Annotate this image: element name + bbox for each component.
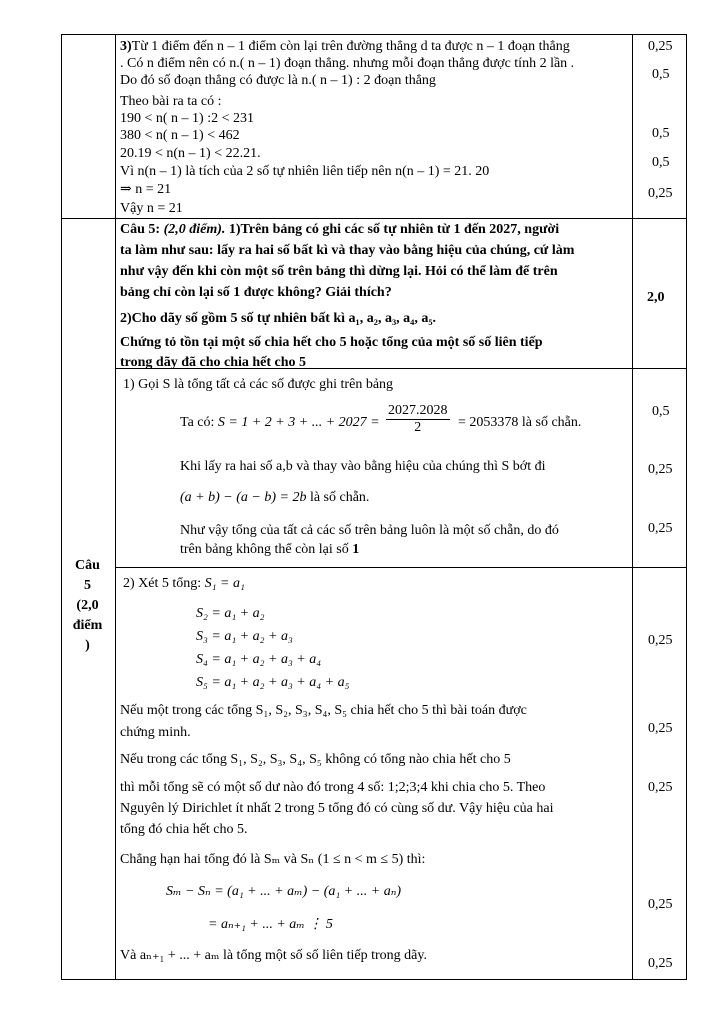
sol2-score-2: 0,25: [648, 780, 673, 795]
sol2-intro: 2) Xét 5 tổng:: [123, 576, 202, 591]
fraction-numerator: 2027.2028: [388, 403, 448, 418]
sol2-para-3: thì mỗi tổng sẽ có một số dư nào đó trong 4 số: 1;2;3;4 khi chia cho 5. Theo: [120, 780, 546, 795]
solution2-cell: [115, 568, 632, 980]
sol2-para-6: Chẳng hạn hai tổng đó là Sₘ và Sₙ (1 ≤ n < m ≤ 5) thì:: [120, 852, 426, 867]
sol2-para-1b: chứng minh.: [120, 725, 191, 740]
sol2-para-4: Nguyên lý Dirichlet ít nhất 2 trong 5 tổng đó có cùng số dư. Vậy hiệu của hai: [120, 801, 554, 816]
sol1-conclusion: trên bảng không thể còn lại số: [180, 542, 353, 557]
sol2-eq-1: Sₘ − Sₙ = (a₁ + ... + aₘ) − (a₁ + ... + aₙ): [166, 884, 402, 899]
row1-line-8: ⇒ n = 21: [120, 182, 172, 197]
sol2-score-1: 0,25: [648, 721, 673, 736]
sol2-sum-3: S₃ = a₁ + a₂ + a₃: [196, 629, 293, 644]
sol1-intro: Ta có:: [180, 415, 215, 430]
question-line-2: như vậy đến khi còn một số trên bảng thì dừng lại. Hỏi có thể làm để trên: [120, 264, 558, 279]
table-row: [62, 568, 687, 980]
question-line-5: Chứng tỏ tồn tại một số chia hết cho 5 hoặc tổng của một số số liên tiếp: [120, 335, 543, 350]
sol2-score-4: 0,25: [648, 956, 673, 971]
sol2-sum-1: S₁ = a₁: [204, 576, 245, 591]
row1-line-9: Vậy n = 21: [120, 201, 183, 216]
sol2-line-1: [123, 575, 245, 592]
sol1-line-6: [180, 541, 359, 558]
sol2-para-7: Và aₙ₊₁ + ... + aₘ là tổng một số số liên tiếp trong dãy.: [120, 948, 427, 963]
row1-line-5: 380 < n( n – 1) < 462: [120, 128, 240, 143]
sol1-score-2: 0,25: [648, 521, 673, 536]
sol1-line-5: Như vậy tổng của tất cả các số trên bảng luôn là một số chẵn, do đó: [180, 523, 559, 538]
row1-line-0: 3)Từ 1 điểm đến n – 1 điểm còn lại trên đường thẳng d ta được n – 1 đoạn thẳng: [120, 39, 570, 54]
sol1-line-2: [180, 414, 380, 431]
side-label-line: (2,0: [76, 598, 99, 613]
sol1-sum: = 2053378: [458, 415, 519, 430]
question-part1: 1)Trên bảng có ghi các số tự nhiên từ 1 đến 2027, người: [225, 222, 560, 237]
side-label-line: điểm: [72, 618, 103, 633]
row1-score-3: 0,5: [652, 155, 670, 170]
side-label-line: ): [85, 638, 90, 653]
score-cell: [633, 568, 687, 980]
sol2-sum-5: S₅ = a₁ + a₂ + a₃ + a₄ + a₅: [196, 675, 350, 690]
sol2-score-3: 0,25: [648, 897, 673, 912]
sol1-line-1: 1) Gọi S là tổng tất cả các số được ghi trên bảng: [123, 377, 394, 392]
question-line-4: 2)Cho dãy số gồm 5 số tự nhiên bất kì a₁, a₂, a₃, a₄, a₅.: [120, 311, 437, 326]
row1-score-0: 0,25: [648, 39, 673, 54]
row1-line-3: Theo bài ra ta có :: [120, 94, 222, 109]
sol1-diff-note: là số chẵn.: [309, 490, 370, 505]
sol2-sum-4: S₄ = a₁ + a₂ + a₃ + a₄: [196, 652, 322, 667]
sol1-even-note: là số chẵn.: [521, 415, 582, 430]
sol1-diff-formula: (a + b) − (a − b) = 2b: [180, 490, 307, 505]
row1-line-2: Do đó số đoạn thẳng có được là n.( n – 1) : 2 đoạn thẳng: [120, 73, 436, 88]
sol2-para-1: Nếu một trong các tổng S₁, S₂, S₃, S₄, S₅ chia hết cho 5 thì bài toán được: [120, 703, 527, 718]
row1-score-4: 0,25: [648, 186, 673, 201]
question-label: Câu 5:: [120, 222, 161, 237]
question-line-1: ta làm như sau: lấy ra hai số bất kì và thay vào bằng hiệu của chúng, cứ làm: [120, 243, 575, 258]
sol2-para-2: Nếu trong các tổng S₁, S₂, S₃, S₄, S₅ không có tổng nào chia hết cho 5: [120, 752, 511, 767]
side-label-line: Câu: [75, 558, 100, 573]
sol1-conclusion-number: 1: [352, 542, 360, 557]
row1-line-6: 20.19 < n(n – 1) < 22.21.: [120, 146, 261, 161]
question-line-3: bảng chỉ còn lại số 1 được không? Giải thích?: [120, 285, 392, 300]
sol1-line-3: Khi lấy ra hai số a,b và thay vào bằng hiệu của chúng thì S bớt đi: [180, 459, 546, 474]
question-line-6: trong dãy đã cho chia hết cho 5: [120, 355, 307, 370]
row1-line-1: . Có n điểm nên có n.( n – 1) đoạn thẳng. nhưng mỗi đoạn thẳng được tính 2 lần .: [120, 56, 575, 71]
fraction-denominator: 2: [414, 420, 422, 435]
sol2-eq-2: = aₙ₊₁ + ... + aₘ ⋮ 5: [208, 917, 333, 932]
sol1-score-0: 0,5: [652, 404, 670, 419]
sol1-line-4: [180, 489, 369, 506]
question-score: 2,0: [647, 290, 665, 305]
row1-score-1: 0,5: [652, 67, 670, 82]
sol1-formula: S = 1 + 2 + 3 + ... + 2027 =: [217, 415, 380, 430]
row1-score-2: 0,5: [652, 126, 670, 141]
sol2-para-5: tổng đó chia hết cho 5.: [120, 822, 248, 837]
side-label-line: 5: [84, 578, 91, 593]
sol2-sum-2: S₂ = a₁ + a₂: [196, 606, 265, 621]
sol1-score-1: 0,25: [648, 462, 673, 477]
row1-line-0-text: Từ 1 điểm đến n – 1 điểm còn lại trên đường thẳng d ta được n – 1 đoạn thẳng: [131, 39, 570, 54]
question-line-0: [120, 221, 559, 238]
label-cell: [62, 35, 116, 219]
sol1-result: [458, 414, 581, 431]
sol1-fraction: [386, 403, 450, 436]
row1-line-4: 190 < n( n – 1) :2 < 231: [120, 111, 255, 126]
sol2-score-0: 0,25: [648, 633, 673, 648]
question-points: (2,0 điểm).: [163, 222, 226, 237]
row1-line-7: Vì n(n – 1) là tích của 2 số tự nhiên liên tiếp nên n(n – 1) = 21. 20: [120, 164, 490, 179]
side-label: [61, 556, 114, 656]
